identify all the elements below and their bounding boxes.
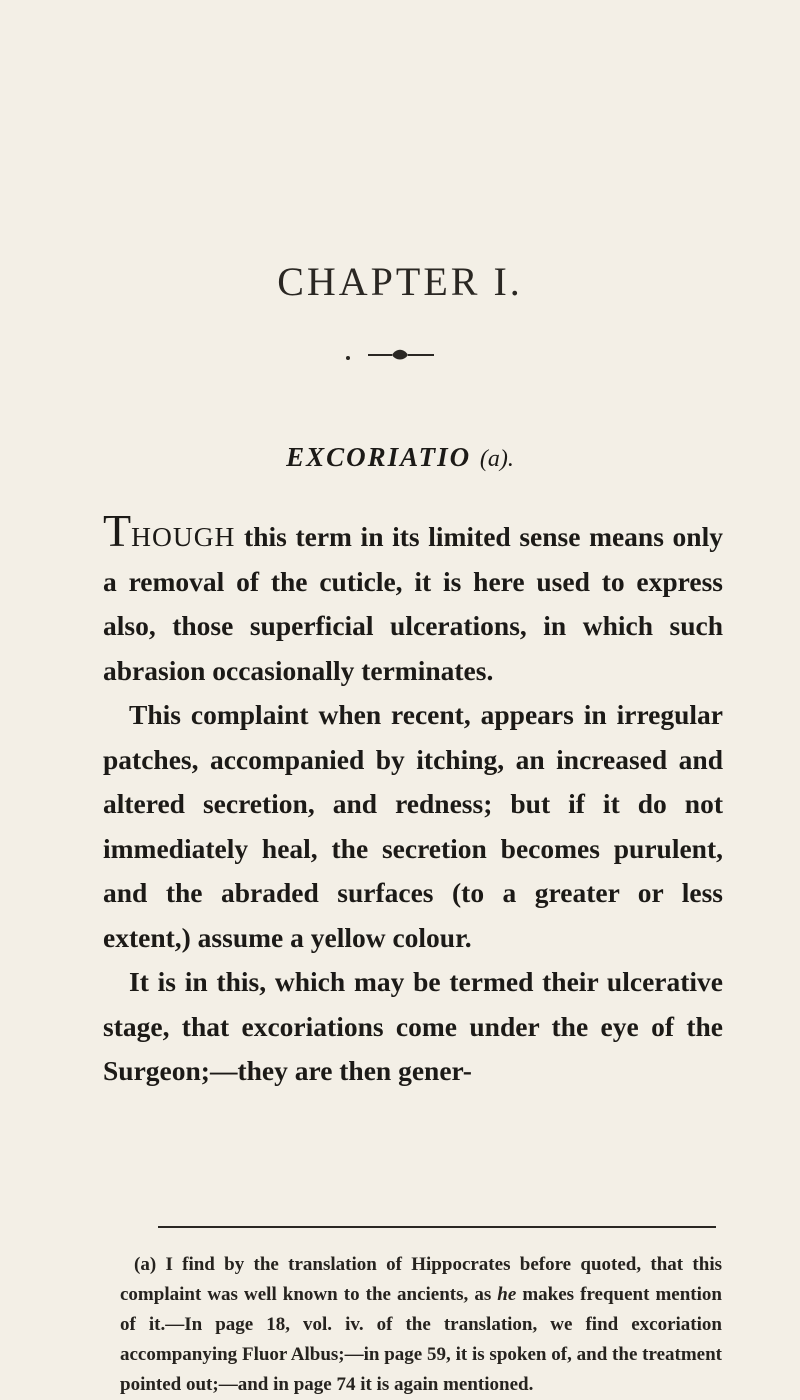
paragraph-2: This complaint when recent, appears in irregular patches, accompanied by itching, an increased and altered secretion, and redness; but if it do not immediately heal, the secretion becomes purulent, and the abraded surfaces (to a greater or less extent,) assume a yellow colour.	[103, 699, 723, 953]
chapter-title: CHAPTER I.	[277, 259, 523, 304]
drop-cap: T	[103, 505, 132, 556]
paragraph-1	[103, 505, 723, 693]
lead-word: HOUGH	[131, 521, 236, 552]
footnote-text	[120, 1250, 722, 1400]
footnote	[120, 1250, 722, 1400]
paragraph-1-text: this term in its limited sense means only a removal of the cuticle, it is here used to express also, those superficial ulcerations, in which such abrasion occasionally terminates.	[103, 521, 723, 686]
section-title-text: EXCORIATIO	[286, 442, 472, 472]
footnote-divider	[158, 1226, 716, 1228]
footnote-italic-word: he	[497, 1284, 517, 1305]
footnote-part-1: (a) I find by the translation of Hippocrates before quoted, that this complaint was well known to the ancients, as	[120, 1254, 722, 1305]
section-title	[0, 442, 800, 473]
ornament-divider-icon	[340, 344, 460, 364]
body-text	[103, 505, 723, 1094]
paragraph-3: It is in this, which may be termed their ulcerative stage, that excoriations come under the eye of the Surgeon;—they are then gener-	[103, 966, 723, 1086]
footnote-reference: (a).	[479, 446, 514, 472]
footnote-part-2: makes frequent mention of it.—In page 18, vol. iv. of the translation, we find excoriation accompanying Fluor Albus;—in page 59, it is spoken of, and the treatment pointed out;—and in page 74 it is again mentioned.	[120, 1284, 722, 1395]
